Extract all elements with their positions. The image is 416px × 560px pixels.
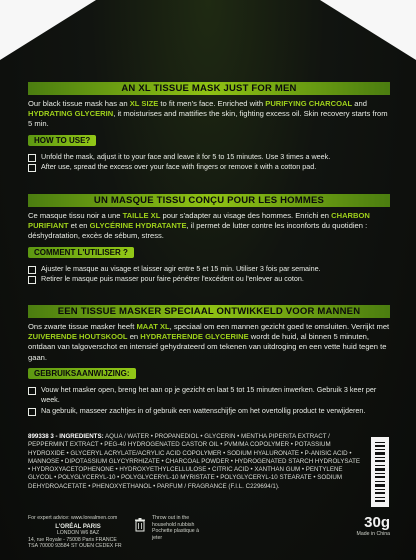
- body-text: et en: [68, 221, 90, 231]
- body-text: to fit men's face. Enriched with: [158, 99, 266, 108]
- step-item: After use, spread the excess over your face with fingers or remove it with a cotton pad.: [28, 162, 390, 173]
- steps-english: [28, 152, 390, 173]
- body-text: , il permet de lutter contre les inconforts du quotidien : déshydratation, excès de sébum, stress.: [28, 221, 368, 241]
- highlight-text: ZUIVERENDE HOUTSKOOL: [28, 332, 128, 342]
- checkbox-icon: [28, 408, 36, 416]
- highlight-text: HYDRATERENDE GLYCERINE: [140, 332, 249, 342]
- highlight-text: XL SIZE: [129, 99, 159, 108]
- step-item: Unfold the mask, adjust it to your face and leave it for 5 to 15 minutes. Use 3 times a week.: [28, 152, 390, 163]
- step-item: Na gebruik, masseer zachtjes in of gebruik een wattenschijfje om het overtollig product te verwijderen.: [28, 406, 390, 417]
- ingredients-text: AQUA / WATER • PROPANEDIOL • GLYCERIN • MENTHA PIPERITA EXTRACT / PEPPERMINT EXTRACT • PEG-40 HYDROGENATED CASTOR OIL • PVM/MA COPOLYMER • POTASSIUM HYDROXIDE • GLYCERYL ACRYLATE/ACRYLIC ACID COPOLYMER • SODIUM HYALURONATE • P-ANISIC ACID • MANNOSE • DIPOTASSIUM GLYCYRRHIZATE • CHARCOAL POWDER • HYDROGENATED STARCH HYDROLYSATE • HYDROXYACETOPHENONE • HYDROXYETHYLCELLULOSE • CITRIC ACID • XANTHAN GUM • PENTYLENE GLYCOL • POLYGLYCERYL-10 • POLYGLYCERYL-10 MYRISTATE • POLYGLYCERYL-10 STEARATE • SODIUM DEHYDROACETATE • PHENOXYETHANOL • PARFUM / FRAGRANCE (F.I.L. C229694/1).: [28, 433, 361, 490]
- highlight-text: MAAT XL: [136, 322, 170, 331]
- highlight-text: GLYCÉRINE HYDRATANTE: [89, 221, 187, 231]
- description-dutch: [28, 322, 390, 363]
- body-text: Our black tissue mask has an: [28, 99, 130, 108]
- checkbox-icon: [28, 276, 36, 284]
- checkbox-icon: [28, 164, 36, 172]
- trash-bin-icon: [128, 515, 152, 533]
- highlight-text: PURIFYING CHARCOAL: [265, 99, 353, 108]
- body-text: pour s'adapter au visage des hommes. Enrichi en: [160, 211, 332, 220]
- step-item: Retirer le masque puis masser pour faire pénétrer l'excédent ou l'enlever au coton.: [28, 274, 390, 285]
- checkbox-icon: [28, 387, 36, 395]
- footer: [28, 515, 390, 551]
- highlight-text: HYDRATING GLYCERIN: [28, 109, 114, 119]
- checkbox-icon: [28, 266, 36, 274]
- manufacturer-address: For expert advice: www.lorealmen.com L'ORÉAL PARIS LONDON W6 8AZ 14, rue Royale - 75008 Paris FRANCE TSA 70000 93584 ST OUEN CEDEX FR: [28, 515, 128, 550]
- section-french: [28, 194, 390, 285]
- weight-value: 30g: [364, 514, 390, 531]
- body-text: and: [352, 99, 367, 108]
- step-item: Vouw het masker open, breng het aan op je gezicht en laat 5 tot 15 minuten inwerken. Gebruik 3 keer per week.: [28, 385, 390, 406]
- barcode-strip: [371, 437, 389, 507]
- net-weight: [357, 515, 390, 538]
- body-text: wordt de huid, al binnen 5 minuten, ontdaan van talgoverschot en intensief gehydrateerd om tekenen van uitdroging en een vette huid tegen te gaan.: [28, 332, 387, 362]
- banner-english: AN XL TISSUE MASK JUST FOR MEN: [28, 82, 390, 95]
- step-item: Ajuster le masque au visage et laisser agir entre 5 et 15 min. Utiliser 3 fois par semaine.: [28, 264, 390, 275]
- made-in: Made in China: [356, 531, 390, 537]
- section-dutch: [28, 305, 390, 416]
- body-text: Ons zwarte tissue masker heeft: [28, 322, 137, 331]
- disposal-instructions: Throw out in the household rubbish Pochette plastique à jeter: [152, 515, 200, 541]
- brand-logo-text: L'ORÉAL PARIS: [55, 523, 101, 530]
- tear-notch-right: [320, 0, 416, 60]
- highlight-text: CHARBON PURIFIANT: [28, 211, 370, 231]
- highlight-text: TAILLE XL: [122, 211, 161, 220]
- ingredients-list: [28, 433, 362, 491]
- checkbox-icon: [28, 154, 36, 162]
- steps-french: [28, 264, 390, 285]
- description-english: [28, 99, 390, 130]
- banner-french: UN MASQUE TISSU CONÇU POUR LES HOMMES: [28, 194, 390, 207]
- body-text: Ce masque tissu noir a une: [28, 211, 123, 220]
- body-text: , it moisturises and mattifies the skin, fighting excess oil. Skin recovery starts from 5 min.: [28, 109, 388, 129]
- body-text: en: [127, 332, 141, 342]
- description-french: [28, 211, 390, 242]
- howto-heading-dutch: GEBRUIKSAANWIJZING:: [28, 368, 136, 379]
- steps-dutch: [28, 385, 390, 417]
- section-english: [28, 82, 390, 173]
- barcode-icon: [373, 440, 387, 504]
- howto-heading-french: COMMENT L'UTILISER ?: [28, 247, 134, 258]
- tear-notch-left: [0, 0, 96, 60]
- banner-dutch: EEN TISSUE MASKER SPECIAAL ONTWIKKELD VOOR MANNEN: [28, 305, 390, 318]
- body-text: , speciaal om een mannen gezicht goed te omsluiten. Verrijkt met: [169, 322, 390, 331]
- howto-heading-english: HOW TO USE?: [28, 135, 96, 146]
- ingredients-code: 899338 3 - INGREDIENTS:: [28, 433, 104, 440]
